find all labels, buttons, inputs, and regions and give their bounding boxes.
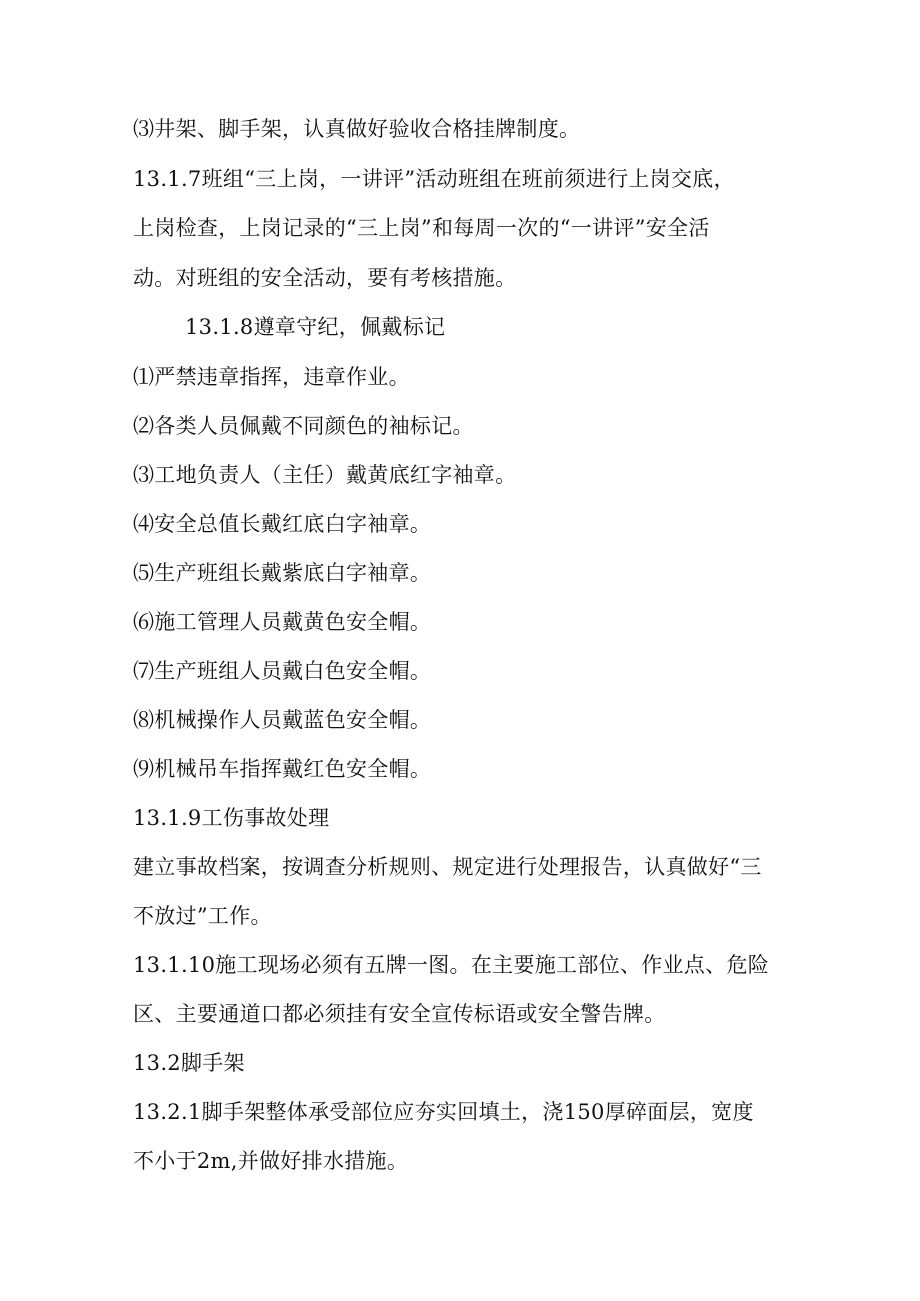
list-item-5: ⑸生产班组长戴紫底白字袖章。 <box>133 561 432 585</box>
list-item-1: ⑴严禁违章指挥，违章作业。 <box>133 365 410 389</box>
list-item-4: ⑷安全总值长戴红底白字袖章。 <box>133 512 432 536</box>
text-line-13-2-1-cont: 不小于2m,并做好排水措施。 <box>133 1149 409 1173</box>
list-item-9: ⑼机械吊车指挥戴红色安全帽。 <box>133 757 432 781</box>
text-line-well-frame-item: ⑶井架、脚手架，认真做好验收合格挂牌制度。 <box>133 117 581 141</box>
text-line-13-1-7-cont-1: 上岗检查，上岗记录的“三上岗”和每周一次的“一讲评”安全活 <box>133 216 710 240</box>
list-item-2: ⑵各类人员佩戴不同颜色的袖标记。 <box>133 414 474 438</box>
section-heading-13-1-9: 13.1.9工伤事故处理 <box>133 806 330 830</box>
text-line-13-1-7-cont-2: 动。对班组的安全活动，要有考核措施。 <box>133 266 517 290</box>
text-line-13-1-10-cont: 区、主要通道口都必须挂有安全宣传标语或安全警告牌。 <box>133 1002 666 1026</box>
text-line-13-1-7: 13.1.7班组“三上岗，一讲评”活动班组在班前须进行上岗交底， <box>133 167 735 191</box>
text-line-13-1-9-body: 建立事故档案，按调查分析规则、规定进行处理报告，认真做好“三 <box>133 855 762 879</box>
list-item-7: ⑺生产班组人员戴白色安全帽。 <box>133 659 432 683</box>
text-line-13-1-10: 13.1.10施工现场必须有五牌一图。在主要施工部位、作业点、危险 <box>133 953 770 977</box>
section-heading-13-2: 13.2脚手架 <box>133 1051 245 1075</box>
text-line-13-2-1: 13.2.1脚手架整体承受部位应夯实回填土，浇150厚碎面层，宽度 <box>133 1100 754 1124</box>
text-line-13-1-9-body-cont: 不放过”工作。 <box>133 904 272 928</box>
list-item-8: ⑻机械操作人员戴蓝色安全帽。 <box>133 708 432 732</box>
list-item-6: ⑹施工管理人员戴黄色安全帽。 <box>133 610 432 634</box>
list-item-3: ⑶工地负责人（主任）戴黄底红字袖章。 <box>133 463 517 487</box>
section-heading-13-1-8: 13.1.8遵章守纪，佩戴标记 <box>185 315 446 339</box>
